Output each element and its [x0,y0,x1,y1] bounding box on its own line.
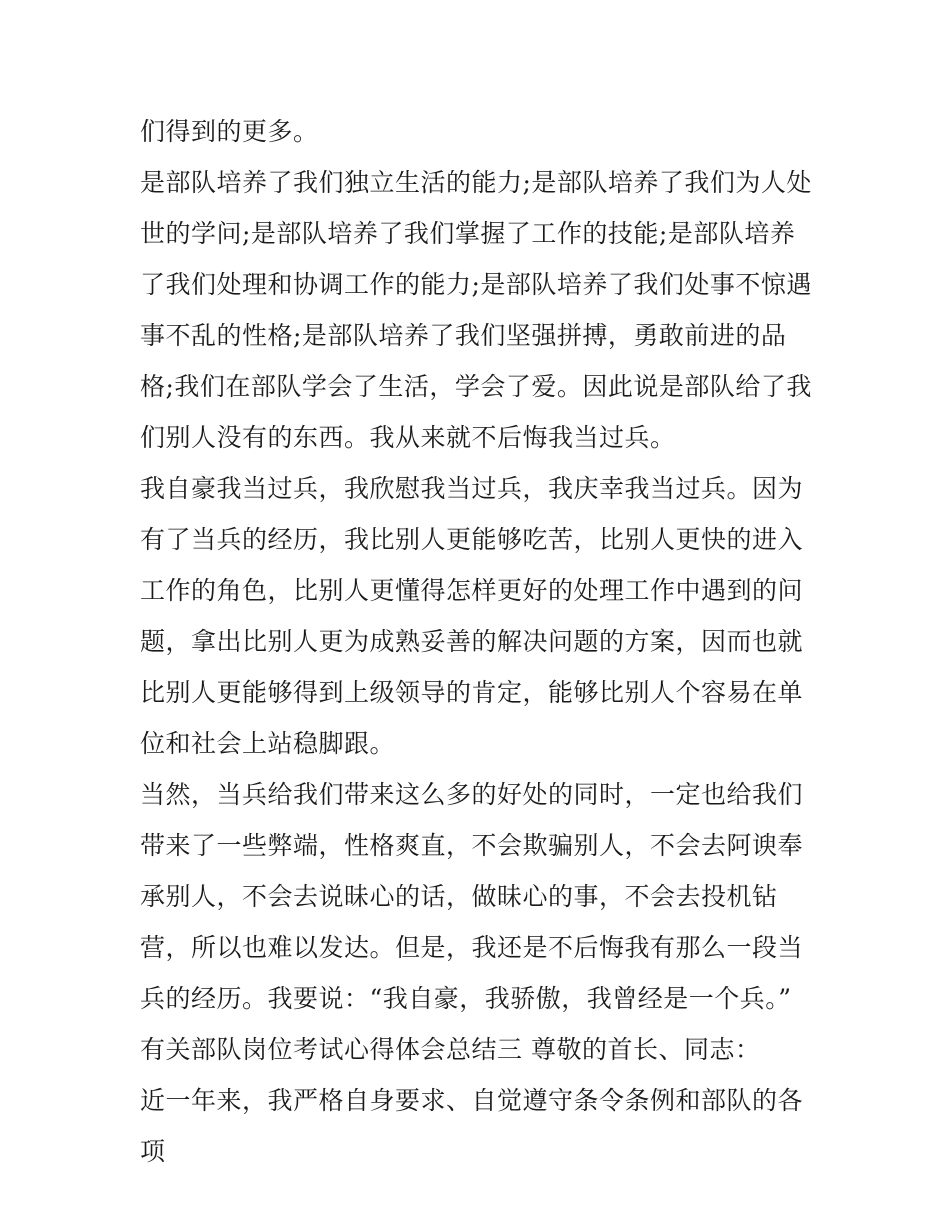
paragraph-1: 们得到的更多。 [140,117,319,146]
document-body [140,106,820,1177]
paragraph-2: 是部队培养了我们独立生活的能力;是部队培养了我们为人处世的学问;是部队培养了我们掌握了工作的技能;是部队培养了我们处理和协调工作的能力;是部队培养了我们处事不惊遇事不乱的性格;是部队培养了我们坚强拼搏，勇敢前进的品格;我们在部队学会了生活，学会了爱。因此说是部队给了我们别人没有的东西。我从来就不后悔我当过兵。 [140,168,812,452]
paragraph-5: 近一年来，我严格自身要求、自觉遵守条令条例和部队的各项 [140,1086,804,1166]
paragraph-4: 当然，当兵给我们带来这么多的好处的同时，一定也给我们带来了一些弊端，性格爽直，不会欺骗别人，不会去阿谀奉承别人，不会去说昧心的话，做昧心的事，不会去投机钻营，所以也难以发达。但是，我还是不后悔我有那么一段当兵的经历。我要说：“我自豪，我骄傲，我曾经是一个兵。” 有关部队岗位考试心得体会总结三 尊敬的首长、同志： [140,780,804,1064]
paragraph-3: 我自豪我当过兵，我欣慰我当过兵，我庆幸我当过兵。因为有了当兵的经历，我比别人更能够吃苦，比别人更快的进入工作的角色，比别人更懂得怎样更好的处理工作中遇到的问题，拿出比别人更为成熟妥善的解决问题的方案，因而也就比别人更能够得到上级领导的肯定，能够比别人个容易在单位和社会上站稳脚跟。 [140,474,804,758]
